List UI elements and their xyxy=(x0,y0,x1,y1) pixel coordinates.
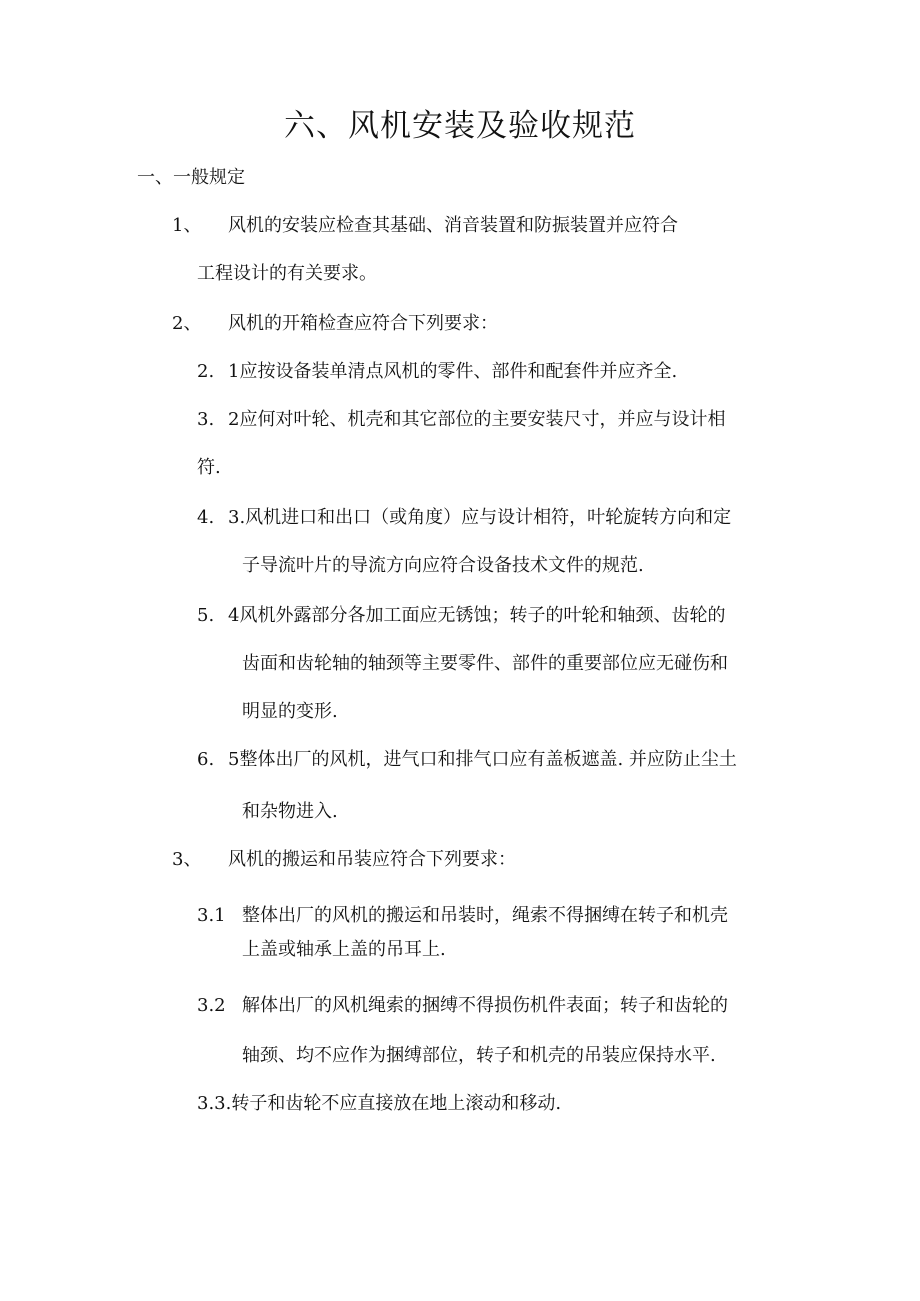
item-text: 风机的搬运和吊装应符合下列要求： xyxy=(228,849,516,870)
sub-item-text: 3.风机进口和出口（或角度）应与设计相符，叶轮旋转方向和定 xyxy=(228,507,732,528)
sub-item-number: 2. xyxy=(197,361,215,382)
page-title: 六、风机安装及验收规范 xyxy=(284,108,636,144)
sub-item-text: 5整体出厂的风机，进气口和排气口应有盖板遮盖. 并应防止尘土 xyxy=(228,749,737,770)
sub-item-number: 4. xyxy=(197,507,215,528)
sub-item-text-continued: 明显的变形. xyxy=(242,701,338,722)
sub-item-text: 1应按设备装单清点风机的零件、部件和配套件并应齐全. xyxy=(228,361,678,382)
sub-item-number: 5. xyxy=(197,605,215,626)
item-number: 1、 xyxy=(172,215,202,236)
sub-item-text: 4风机外露部分各加工面应无锈蚀；转子的叶轮和轴颈、齿轮的 xyxy=(228,605,726,626)
section-heading: 一、一般规定 xyxy=(137,167,245,188)
sub-item-text: 整体出厂的风机的搬运和吊装时，绳索不得捆缚在转子和机壳 xyxy=(242,905,728,926)
sub-item-number: 3.2 xyxy=(197,995,226,1016)
sub-item-text-continued: 齿面和齿轮轴的轴颈等主要零件、部件的重要部位应无碰伤和 xyxy=(242,653,728,674)
item-number: 3、 xyxy=(172,849,202,870)
sub-item-text-continued: 符. xyxy=(197,457,221,478)
item-text: 风机的安装应检查其基础、消音装置和防振装置并应符合 xyxy=(228,215,678,236)
sub-item-number: 6. xyxy=(197,749,215,770)
sub-item-text-continued: 子导流叶片的导流方向应符合设备技术文件的规范. xyxy=(242,555,644,576)
sub-item-number: 3. xyxy=(197,409,215,430)
sub-item-number: 3.1 xyxy=(197,905,226,926)
sub-item-line: 3.3.转子和齿轮不应直接放在地上滚动和移动. xyxy=(197,1093,562,1114)
sub-item-text-continued: 和杂物进入. xyxy=(242,801,338,822)
item-number: 2、 xyxy=(172,313,202,334)
item-text: 风机的开箱检查应符合下列要求： xyxy=(228,313,498,334)
item-text-continued: 工程设计的有关要求。 xyxy=(197,263,377,284)
sub-item-text-continued: 上盖或轴承上盖的吊耳上. xyxy=(242,939,446,960)
sub-item-text: 解体出厂的风机绳索的捆缚不得损伤机件表面；转子和齿轮的 xyxy=(242,995,728,1016)
sub-item-text: 2应何对叶轮、机壳和其它部位的主要安装尺寸，并应与设计相 xyxy=(228,409,726,430)
sub-item-text-continued: 轴颈、均不应作为捆缚部位，转子和机壳的吊装应保持水平. xyxy=(242,1045,716,1066)
